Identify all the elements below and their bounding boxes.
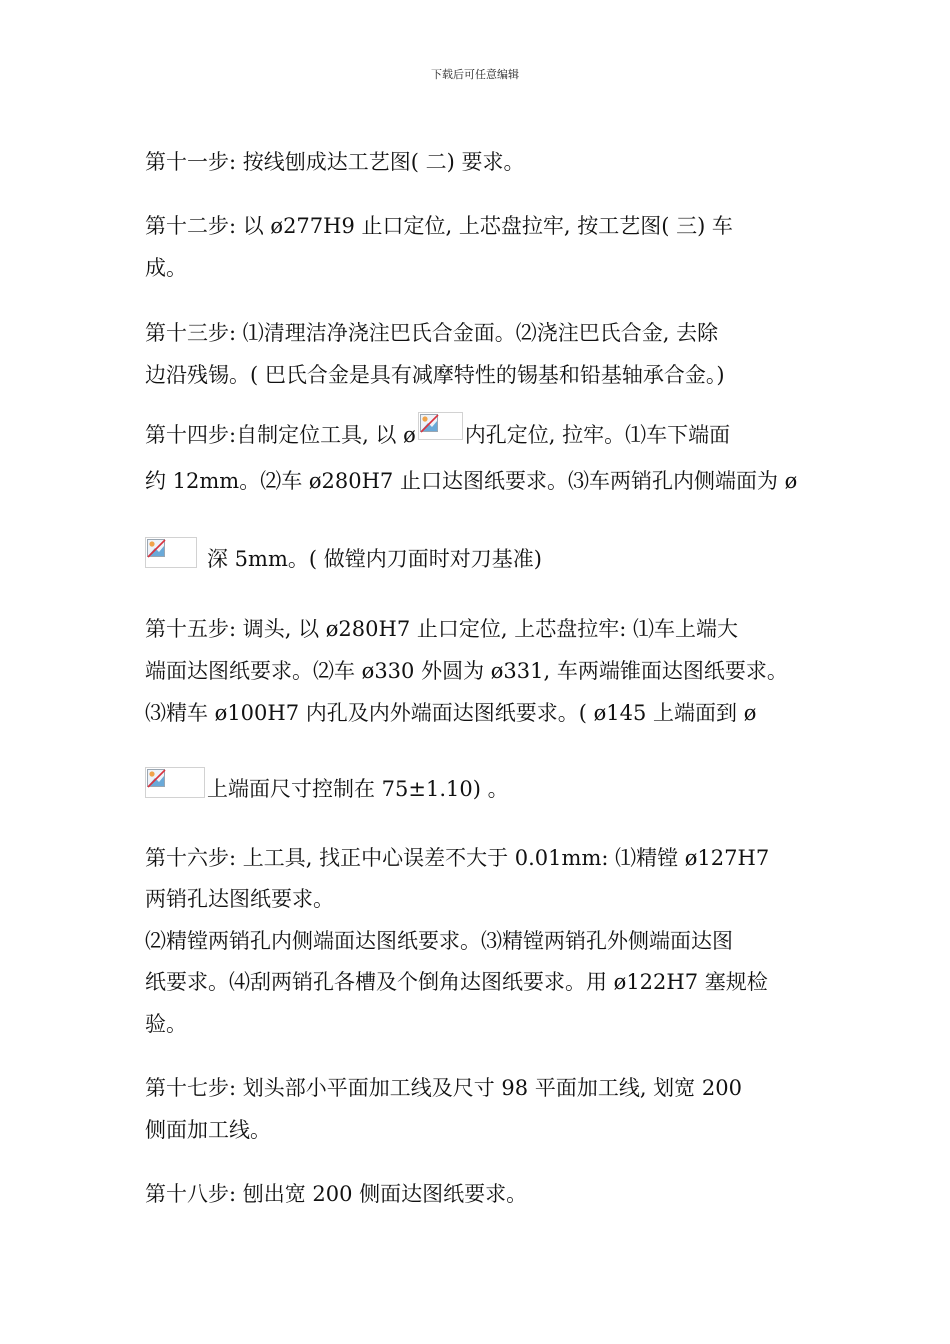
step-16-line-4: 纸要求。⑷刮两销孔各槽及个倒角达图纸要求。用 ø122H7 塞规检 (145, 970, 768, 994)
step-14-line-3: 深 5mm。( 做镗内刀面时对刀基准) (145, 537, 542, 571)
step-17-line-1: 第十七步: 划头部小平面加工线及尺寸 98 平面加工线, 划宽 200 (145, 1076, 742, 1100)
step-15-line-3: ⑶精车 ø100H7 内孔及内外端面达图纸要求。( ø145 上端面到 ø (145, 701, 757, 725)
step-14-line-2: 约 12mm。⑵车 ø280H7 止口达图纸要求。⑶车两销孔内侧端面为 ø (145, 469, 798, 493)
broken-image-icon (418, 412, 463, 440)
page-header: 下载后可任意编辑 (431, 68, 519, 81)
step-13-line-1: 第十三步: ⑴清理洁净浇注巴氏合金面。⑵浇注巴氏合金, 去除 (145, 321, 719, 345)
step-12-line-2: 成。 (145, 256, 187, 280)
step-16-line-2: 两销孔达图纸要求。 (145, 887, 334, 911)
step-15-line-2: 端面达图纸要求。⑵车 ø330 外圆为 ø331, 车两端锥面达图纸要求。 (145, 659, 788, 683)
step-17-line-2: 侧面加工线。 (145, 1118, 271, 1142)
step-15-line-4: 上端面尺寸控制在 75±1.10) 。 (145, 767, 509, 801)
step-11-line: 第十一步: 按线刨成达工艺图( 二) 要求。 (145, 150, 525, 174)
broken-image-icon (145, 767, 205, 798)
broken-image-icon (145, 537, 197, 568)
step-13-line-2: 边沿残锡。( 巴氏合金是具有减摩特性的锡基和铅基轴承合金。) (145, 363, 725, 387)
step-15-line-1: 第十五步: 调头, 以 ø280H7 止口定位, 上芯盘拉牢: ⑴车上端大 (145, 617, 738, 641)
step-16-line-5: 验。 (145, 1012, 187, 1036)
step-16-line-3: ⑵精镗两销孔内侧端面达图纸要求。⑶精镗两销孔外侧端面达图 (145, 929, 733, 953)
step-14-line-1: 第十四步:自制定位工具, 以 ø 内孔定位, 拉牢。⑴车下端面 (145, 412, 730, 447)
step-18-line: 第十八步: 刨出宽 200 侧面达图纸要求。 (145, 1182, 528, 1206)
step-16-line-1: 第十六步: 上工具, 找正中心误差不大于 0.01mm: ⑴精镗 ø127H7 (145, 846, 770, 870)
step-12-line-1: 第十二步: 以 ø277H9 止口定位, 上芯盘拉牢, 按工艺图( 三) 车 (145, 214, 733, 238)
